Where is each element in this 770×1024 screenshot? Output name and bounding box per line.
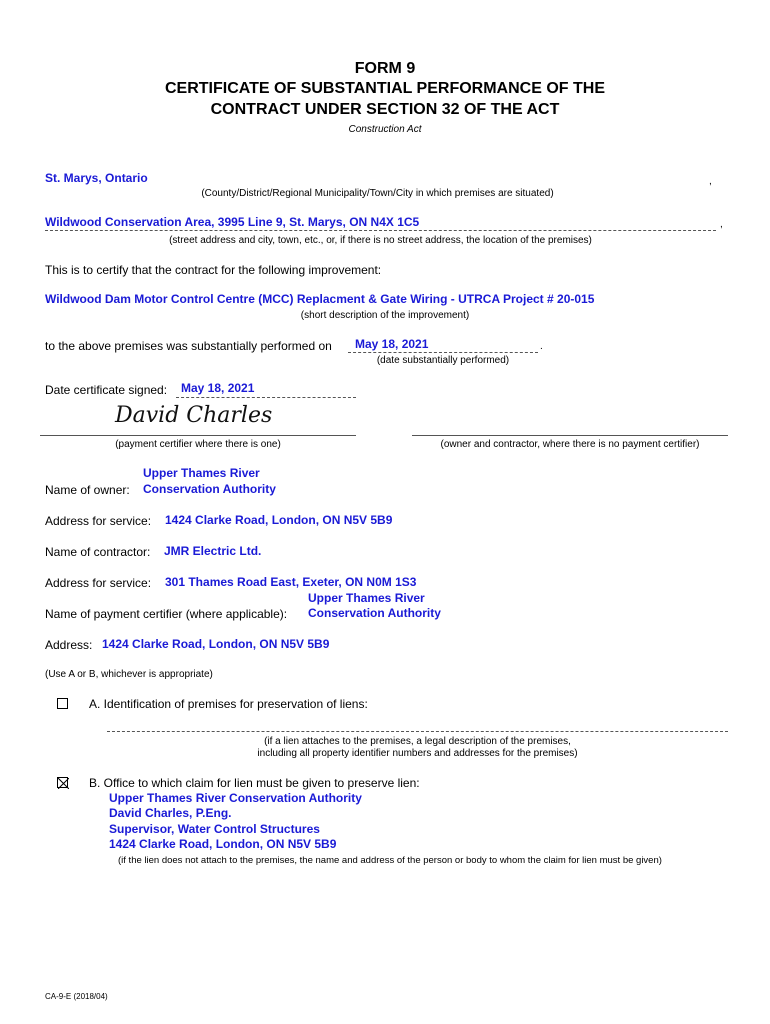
lien-office-line4[interactable]: 1424 Clarke Road, London, ON N5V 5B9 bbox=[109, 837, 337, 851]
option-a-underline bbox=[107, 731, 728, 732]
certifier-address-label: Address: bbox=[45, 638, 93, 652]
form-code: CA-9-E (2018/04) bbox=[45, 992, 108, 1001]
use-note: (Use A or B, whichever is appropriate) bbox=[45, 669, 213, 680]
option-a-checkbox[interactable] bbox=[57, 698, 68, 709]
contractor-name-field[interactable]: JMR Electric Ltd. bbox=[164, 544, 262, 558]
owner-label: Name of owner: bbox=[45, 483, 130, 497]
form-number: FORM 9 bbox=[354, 60, 416, 77]
owner-name-line1[interactable]: Upper Thames River bbox=[143, 466, 260, 480]
form-title-line2: CONTRACT UNDER SECTION 32 OF THE ACT bbox=[210, 101, 560, 118]
certifier-label: Name of payment certifier (where applicable): bbox=[45, 607, 288, 621]
certifier-name-line1[interactable]: Upper Thames River bbox=[308, 591, 425, 605]
owner-address-label: Address for service: bbox=[45, 514, 152, 528]
signed-date-field[interactable]: May 18, 2021 bbox=[181, 381, 255, 395]
performed-label: to the above premises was substantially performed on bbox=[45, 339, 332, 353]
option-b-caption: (if the lien does not attach to the premises, the name and address of the person or body to whom the claim for lien must be given) bbox=[118, 855, 662, 866]
form-title-line1: CERTIFICATE OF SUBSTANTIAL PERFORMANCE OF THE bbox=[165, 80, 605, 97]
address-trail: , bbox=[720, 219, 723, 230]
performed-date-field[interactable]: May 18, 2021 bbox=[355, 337, 429, 351]
municipality-field[interactable]: St. Marys, Ontario bbox=[45, 171, 148, 185]
option-a-label: A. Identification of premises for preservation of liens: bbox=[89, 697, 368, 711]
option-b-label: B. Office to which claim for lien must be given to preserve lien: bbox=[89, 776, 420, 790]
contractor-address-field[interactable]: 301 Thames Road East, Exeter, ON N0M 1S3 bbox=[165, 575, 417, 589]
form-subtitle: Construction Act bbox=[348, 124, 422, 135]
checkbox-x-icon bbox=[58, 778, 69, 789]
improvement-caption: (short description of the improvement) bbox=[300, 310, 470, 321]
payment-certifier-caption: (payment certifier where there is one) bbox=[115, 439, 281, 450]
option-b-checkbox[interactable] bbox=[57, 777, 68, 788]
improvement-field[interactable]: Wildwood Dam Motor Control Centre (MCC) Replacment & Gate Wiring - UTRCA Project # 20-015 bbox=[45, 292, 595, 306]
signed-label: Date certificate signed: bbox=[45, 383, 168, 397]
municipality-caption: (County/District/Regional Municipality/Town/City in which premises are situated) bbox=[201, 188, 554, 199]
contractor-label: Name of contractor: bbox=[45, 545, 151, 559]
option-a-caption2: including all property identifier numbers and addresses for the premises) bbox=[257, 748, 578, 759]
municipality-trail: , bbox=[709, 176, 712, 187]
lien-office-line3[interactable]: Supervisor, Water Control Structures bbox=[109, 822, 320, 836]
certifier-address-field[interactable]: 1424 Clarke Road, London, ON N5V 5B9 bbox=[102, 637, 330, 651]
lien-office-line2[interactable]: David Charles, P.Eng. bbox=[109, 806, 232, 820]
address-underline bbox=[45, 230, 716, 231]
performed-trail: . bbox=[540, 341, 543, 352]
payment-certifier-signature-line bbox=[40, 435, 356, 436]
performed-underline bbox=[348, 352, 538, 353]
option-a-caption1: (if a lien attaches to the premises, a legal description of the premises, bbox=[264, 736, 571, 747]
premises-address-field[interactable]: Wildwood Conservation Area, 3995 Line 9, St. Marys, ON N4X 1C5 bbox=[45, 215, 420, 229]
lien-office-line1[interactable]: Upper Thames River Conservation Authority bbox=[109, 791, 362, 805]
owner-name-line2[interactable]: Conservation Authority bbox=[143, 482, 276, 496]
signature-image: David Charles bbox=[115, 403, 273, 428]
contractor-address-label: Address for service: bbox=[45, 576, 152, 590]
certifier-name-line2[interactable]: Conservation Authority bbox=[308, 606, 441, 620]
owner-contractor-signature-line bbox=[412, 435, 728, 436]
owner-address-field[interactable]: 1424 Clarke Road, London, ON N5V 5B9 bbox=[165, 513, 393, 527]
address-caption: (street address and city, town, etc., or, if there is no street address, the location of the premises) bbox=[169, 235, 592, 246]
signed-underline bbox=[176, 397, 356, 398]
owner-contractor-caption: (owner and contractor, where there is no payment certifier) bbox=[440, 439, 700, 450]
performed-caption: (date substantially performed) bbox=[376, 355, 510, 366]
improvement-intro: This is to certify that the contract for the following improvement: bbox=[45, 263, 382, 277]
